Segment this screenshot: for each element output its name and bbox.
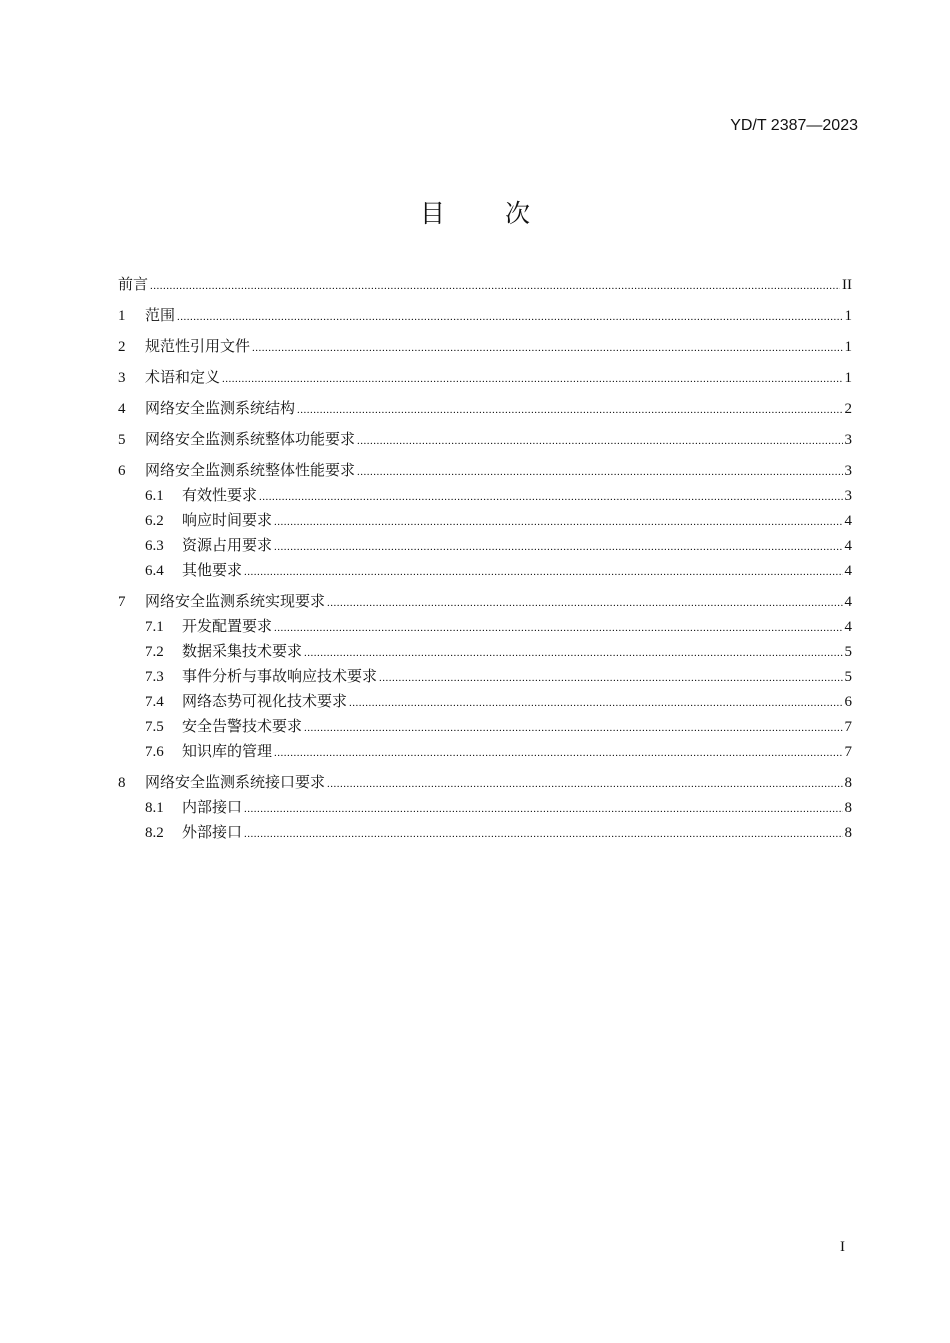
dot-leader bbox=[244, 561, 842, 583]
toc-entry-number: 7.5 bbox=[145, 719, 164, 735]
dot-leader bbox=[274, 511, 842, 533]
toc-entry[interactable] bbox=[118, 616, 852, 638]
toc-entry[interactable] bbox=[118, 336, 852, 358]
toc-entry-label: 网络安全监测系统接口要求 bbox=[145, 775, 326, 791]
dot-leader bbox=[150, 275, 840, 297]
toc-entry-page: 2 bbox=[844, 401, 852, 417]
dot-leader bbox=[244, 798, 842, 820]
toc-entry-number: 1 bbox=[118, 308, 126, 324]
toc-entry-label: 网络安全监测系统结构 bbox=[145, 401, 296, 417]
toc-entry-label: 响应时间要求 bbox=[182, 513, 273, 529]
dot-leader bbox=[304, 642, 842, 664]
toc-entry-number: 7.3 bbox=[145, 669, 164, 685]
toc-entry-label: 其他要求 bbox=[182, 563, 243, 579]
toc-entry-label: 有效性要求 bbox=[182, 488, 258, 504]
toc-entry-label: 数据采集技术要求 bbox=[182, 644, 303, 660]
toc-entry[interactable] bbox=[118, 398, 852, 420]
dot-leader bbox=[379, 667, 842, 689]
toc-entry-number: 6.2 bbox=[145, 513, 164, 529]
toc-entry[interactable] bbox=[118, 666, 852, 688]
dot-leader bbox=[327, 592, 842, 614]
table-of-contents bbox=[118, 274, 852, 844]
dot-leader bbox=[274, 617, 842, 639]
toc-entry-page: 7 bbox=[844, 719, 852, 735]
dot-leader bbox=[304, 717, 842, 739]
dot-leader bbox=[177, 306, 842, 328]
toc-entry-number: 7.1 bbox=[145, 619, 164, 635]
toc-entry-number: 8.2 bbox=[145, 825, 164, 841]
toc-entry[interactable] bbox=[118, 691, 852, 713]
dot-leader bbox=[244, 823, 842, 845]
toc-entry[interactable] bbox=[118, 560, 852, 582]
toc-entry-page: 1 bbox=[844, 339, 852, 355]
toc-entry-number: 7.4 bbox=[145, 694, 164, 710]
toc-entry-label: 网络安全监测系统整体功能要求 bbox=[145, 432, 356, 448]
toc-entry-page: 1 bbox=[844, 308, 852, 324]
toc-entry-label: 事件分析与事故响应技术要求 bbox=[182, 669, 378, 685]
standard-number: YD/T 2387—2023 bbox=[730, 117, 858, 134]
toc-entry-label: 外部接口 bbox=[182, 825, 243, 841]
toc-entry-page: 8 bbox=[844, 825, 852, 841]
toc-entry-page: 4 bbox=[844, 594, 852, 610]
toc-entry-number: 6.4 bbox=[145, 563, 164, 579]
toc-entry-number: 8 bbox=[118, 775, 126, 791]
toc-entry-number: 6.3 bbox=[145, 538, 164, 554]
toc-entry-page: 8 bbox=[844, 775, 852, 791]
toc-entry-page: 4 bbox=[844, 513, 852, 529]
dot-leader bbox=[327, 773, 842, 795]
toc-entry[interactable] bbox=[118, 460, 852, 482]
toc-entry-page: 8 bbox=[844, 800, 852, 816]
toc-entry-number: 3 bbox=[118, 370, 126, 386]
dot-leader bbox=[349, 692, 842, 714]
toc-entry-number: 2 bbox=[118, 339, 126, 355]
toc-entry[interactable] bbox=[118, 797, 852, 819]
toc-entry-page: 6 bbox=[844, 694, 852, 710]
dot-leader bbox=[357, 430, 842, 452]
toc-entry-number: 6 bbox=[118, 463, 126, 479]
dot-leader bbox=[357, 461, 842, 483]
toc-entry-number: 7.6 bbox=[145, 744, 164, 760]
toc-entry[interactable] bbox=[118, 429, 852, 451]
dot-leader bbox=[252, 337, 842, 359]
toc-entry-label: 网络安全监测系统整体性能要求 bbox=[145, 463, 356, 479]
toc-entry-label: 前言 bbox=[118, 277, 149, 293]
toc-entry-page: 3 bbox=[844, 488, 852, 504]
page-title: 目次 bbox=[419, 200, 590, 228]
dot-leader bbox=[274, 536, 842, 558]
toc-entry-page: 1 bbox=[844, 370, 852, 386]
toc-entry[interactable] bbox=[118, 716, 852, 738]
toc-entry-page: 5 bbox=[844, 669, 852, 685]
toc-entry[interactable] bbox=[118, 741, 852, 763]
toc-entry-number: 6.1 bbox=[145, 488, 164, 504]
toc-entry-label: 规范性引用文件 bbox=[145, 339, 251, 355]
toc-entry-label: 资源占用要求 bbox=[182, 538, 273, 554]
toc-entry[interactable] bbox=[118, 510, 852, 532]
toc-entry[interactable] bbox=[118, 641, 852, 663]
dot-leader bbox=[222, 368, 842, 390]
dot-leader bbox=[274, 742, 842, 764]
toc-entry-number: 5 bbox=[118, 432, 126, 448]
toc-entry[interactable] bbox=[118, 591, 852, 613]
toc-entry-page: 4 bbox=[844, 563, 852, 579]
toc-entry[interactable] bbox=[118, 274, 852, 296]
toc-entry-number: 7 bbox=[118, 594, 126, 610]
toc-entry-label: 内部接口 bbox=[182, 800, 243, 816]
toc-entry-label: 网络态势可视化技术要求 bbox=[182, 694, 348, 710]
toc-entry-label: 安全告警技术要求 bbox=[182, 719, 303, 735]
page-number: I bbox=[840, 1239, 845, 1255]
toc-entry-label: 术语和定义 bbox=[145, 370, 221, 386]
toc-entry-label: 网络安全监测系统实现要求 bbox=[145, 594, 326, 610]
toc-entry-page: 4 bbox=[844, 619, 852, 635]
toc-entry-label: 范围 bbox=[145, 308, 176, 324]
toc-entry-page: 7 bbox=[844, 744, 852, 760]
toc-entry-page: 3 bbox=[844, 432, 852, 448]
toc-entry-number: 7.2 bbox=[145, 644, 164, 660]
toc-entry-page: II bbox=[842, 277, 852, 293]
toc-entry-page: 3 bbox=[844, 463, 852, 479]
toc-entry-page: 5 bbox=[844, 644, 852, 660]
toc-entry[interactable] bbox=[118, 485, 852, 507]
dot-leader bbox=[297, 399, 842, 421]
toc-entry[interactable] bbox=[118, 305, 852, 327]
toc-entry[interactable] bbox=[118, 535, 852, 557]
toc-entry[interactable] bbox=[118, 367, 852, 389]
toc-entry-page: 4 bbox=[844, 538, 852, 554]
toc-entry-number: 4 bbox=[118, 401, 126, 417]
toc-entry-label: 开发配置要求 bbox=[182, 619, 273, 635]
toc-entry-label: 知识库的管理 bbox=[182, 744, 273, 760]
toc-entry[interactable] bbox=[118, 772, 852, 794]
dot-leader bbox=[259, 486, 842, 508]
toc-entry[interactable] bbox=[118, 822, 852, 844]
toc-entry-number: 8.1 bbox=[145, 800, 164, 816]
